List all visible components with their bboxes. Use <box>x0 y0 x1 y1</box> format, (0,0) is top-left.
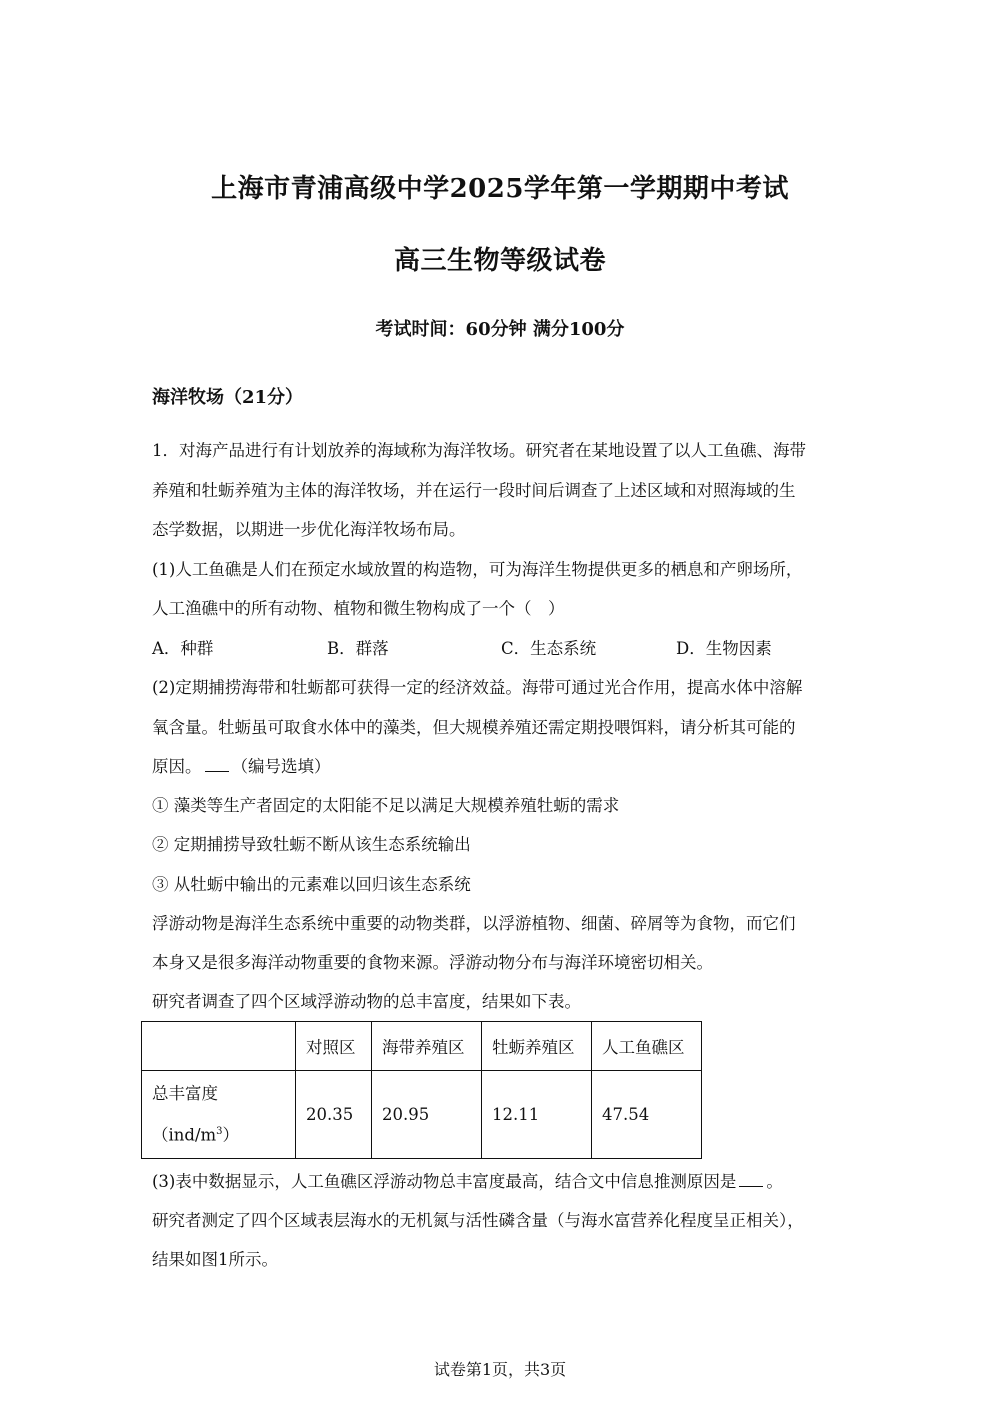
table-header-cell: 对照区 <box>296 1022 372 1071</box>
choice-2: ② 定期捕捞导致牡蛎不断从该生态系统输出 <box>152 835 471 854</box>
q1-sub2-line-3 <box>152 753 331 777</box>
table-cell: 12.11 <box>482 1071 592 1159</box>
option-b: B．群落 <box>327 639 389 658</box>
plankton-line-3: 研究者调查了四个区域浮游动物的总丰富度，结果如下表。 <box>152 992 581 1011</box>
plankton-line-2: 本身又是很多海洋动物重要的食物来源。浮游动物分布与海洋环境密切相关。 <box>152 953 713 972</box>
option-c: C．生态系统 <box>501 639 597 658</box>
table-header-row <box>142 1022 702 1071</box>
q1-intro-line-1: 1．对海产品进行有计划放养的海域称为海洋牧场。研究者在某地设置了以人工鱼礁、海带 <box>152 441 806 460</box>
answer-blank <box>205 757 229 772</box>
choice-1: ① 藻类等生产者固定的太阳能不足以满足大规模养殖牡蛎的需求 <box>152 796 620 815</box>
sub3-after: 。 <box>766 1172 783 1191</box>
table-header-cell: 牡蛎养殖区 <box>482 1022 592 1071</box>
richness-table <box>141 1021 702 1159</box>
q1-sub1-line-2: 人工渔礁中的所有动物、植物和微生物构成了一个（ ） <box>152 599 565 618</box>
exam-subtitle: 高三生物等级试卷 <box>393 246 606 276</box>
exam-info: 考试时间：60分钟 满分100分 <box>375 319 625 340</box>
table-cell: 20.95 <box>372 1071 482 1159</box>
unit-close: ） <box>222 1125 240 1145</box>
sub2-end-after: （编号选填） <box>231 757 331 776</box>
unit-sup: 3 <box>216 1125 223 1137</box>
table-row <box>142 1071 702 1159</box>
sub2-end-before: 原因。 <box>152 757 202 776</box>
q1-sub2-line-2: 氧含量。牡蛎虽可取食水体中的藻类，但大规模养殖还需定期投喂饵料，请分析其可能的 <box>152 718 796 737</box>
final-line-2: 结果如图1所示。 <box>152 1250 278 1269</box>
table-cell: 20.35 <box>296 1071 372 1159</box>
final-line-1: 研究者测定了四个区域表层海水的无机氮与活性磷含量（与海水富营养化程度呈正相关）， <box>152 1211 804 1230</box>
q1-intro-line-3: 态学数据，以期进一步优化海洋牧场布局。 <box>152 520 466 539</box>
q1-sub2-line-1: (2)定期捕捞海带和牡蛎都可获得一定的经济效益。海带可通过光合作用，提高水体中溶解 <box>152 678 803 697</box>
table-header-cell: 海带养殖区 <box>372 1022 482 1071</box>
option-d: D．生物因素 <box>676 639 772 658</box>
row-label: 总丰富度 <box>152 1083 218 1103</box>
section-title: 海洋牧场（21分） <box>152 387 304 408</box>
q1-sub1-line-1: (1)人工鱼礁是人们在预定水域放置的构造物，可为海洋生物提供更多的栖息和产卵场所， <box>152 560 803 579</box>
sub3-before: (3)表中数据显示，人工鱼礁区浮游动物总丰富度最高，结合文中信息推测原因是 <box>152 1172 737 1191</box>
row-label-unit <box>152 1113 285 1155</box>
page-footer: 试卷第1页，共3页 <box>433 1360 567 1379</box>
unit-text: （ind/m <box>152 1125 217 1145</box>
option-a: A．种群 <box>152 639 214 658</box>
choice-3: ③ 从牡蛎中输出的元素难以回归该生态系统 <box>152 875 471 894</box>
q1-intro-line-2: 养殖和牡蛎养殖为主体的海洋牧场，并在运行一段时间后调查了上述区域和对照海域的生 <box>152 481 796 500</box>
table-header-cell: 人工鱼礁区 <box>592 1022 702 1071</box>
table-cell: 47.54 <box>592 1071 702 1159</box>
q1-sub3 <box>152 1168 783 1192</box>
exam-title: 上海市青浦高级中学2025学年第一学期期中考试 <box>211 174 789 204</box>
answer-blank <box>739 1172 763 1187</box>
row-label-cell <box>142 1071 296 1159</box>
plankton-line-1: 浮游动物是海洋生态系统中重要的动物类群，以浮游植物、细菌、碎屑等为食物，而它们 <box>152 914 796 933</box>
table-header-cell <box>142 1022 296 1071</box>
